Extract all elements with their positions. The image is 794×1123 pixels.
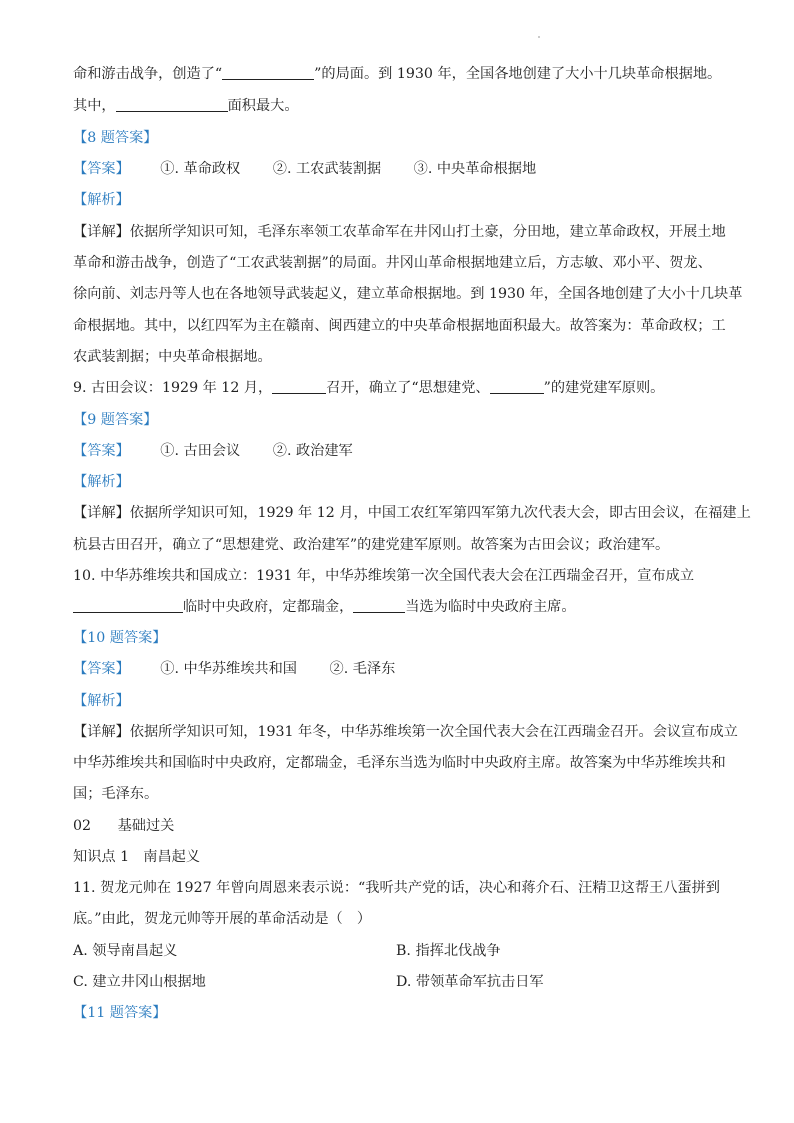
answer-label: 【答案】 [73,661,130,677]
section-number: 02 [73,818,92,834]
q11-option-d[interactable]: D. 带领革命军抗击日军 [396,974,544,990]
q10-detail-1: 【详解】依据所学知识可知，1931 年冬，中华苏维埃第一次全国代表大会在江西瑞金召开。会议宣布成立 [73,724,738,740]
q8-answer-header: 【8 题答案】 [73,130,158,146]
text: 当选为临时中央政府主席。 [405,599,576,615]
q9-detail-2: 杭县古田召开，确立了“思想建党、政治建军”的建党建军原则。故答案为古田会议；政治建军。 [73,537,670,553]
q9-question [73,378,734,398]
q11-option-c[interactable]: C. 建立井冈山根据地 [73,974,206,990]
q8-analysis-label: 【解析】 [73,192,130,208]
answer-label: 【答案】 [73,443,130,459]
scan-dot [538,36,540,38]
answer-label: 【答案】 [73,161,130,177]
q9-analysis-label: 【解析】 [73,474,130,490]
section-header [73,816,734,836]
q10-detail-3: 国；毛泽东。 [73,786,159,802]
q8-detail-5: 农武装割据；中央革命根据地。 [73,349,272,365]
q10-analysis-label: 【解析】 [73,693,130,709]
q8-line-2 [73,96,734,116]
q8-detail-3: 徐向前、刘志丹等人也在各地领导武装起义，建立革命根据地。到 1930 年，全国各地创建了大小十几块革 [73,286,743,302]
answer-option-1: ①. 中华苏维埃共和国 [160,661,297,677]
text: 其中， [73,98,116,114]
fill-blank [272,379,326,394]
text: 命和游击战争，创造了“ [73,66,223,82]
text: 面积最大。 [227,98,299,114]
q8-line-1 [73,64,734,84]
q10-detail-2: 中华苏维埃共和国临时中央政府，定都瑞金，毛泽东当选为临时中央政府主席。故答案为中华苏维埃共和 [73,755,726,771]
answer-option-1: ①. 革命政权 [160,161,241,177]
q11-option-b[interactable]: B. 指挥北伐战争 [396,943,501,959]
text: 临时中央政府，定都瑞金， [183,599,354,615]
q8-detail-4: 命根据地。其中，以红四军为主在赣南、闽西建立的中央革命根据地面积最大。故答案为：革命政权；工 [73,318,726,334]
q8-answer-row [73,159,734,179]
q10-answer-header: 【10 题答案】 [73,630,167,646]
fill-blank [353,598,405,613]
q10-answer-row [73,659,734,679]
q8-detail-1: 【详解】依据所学知识可知，毛泽东率领工农革命军在井冈山打土豪，分田地，建立革命政权，开展土地 [73,224,726,240]
section-title: 基础过关 [117,818,175,834]
fill-blank [222,65,314,80]
q11-question-1: 11. 贺龙元帅在 1927 年曾向周恩来表示说：“我听共产党的话，决心和蒋介石、汪精卫这帮王八蛋拼到 [73,880,720,896]
q10-question-2 [73,597,734,617]
q9-answer-row [73,441,734,461]
knowledge-point: 知识点 1 南昌起义 [73,849,201,865]
fill-blank [490,379,544,394]
q9-answer-header: 【9 题答案】 [73,412,158,428]
q10-question-1: 10. 中华苏维埃共和国成立：1931 年，中华苏维埃第一次全国代表大会在江西瑞金召开，宣布成立 [73,568,695,584]
fill-blank [73,598,183,613]
answer-option-3: ③. 中央革命根据地 [413,161,537,177]
q9-detail-1: 【详解】依据所学知识可知，1929 年 12 月，中国工农红军第四军第九次代表大会，即古田会议，在福建上 [73,505,751,521]
q11-question-2: 底。”由此，贺龙元帅等开展的革命活动是（ ） [73,911,372,927]
answer-option-2: ②. 毛泽东 [329,661,396,677]
text: ”的建党建军原则。 [543,380,665,396]
q8-detail-2: 革命和游击战争，创造了“工农武装割据”的局面。井冈山革命根据地建立后，方志敏、邓小平、贺龙、 [73,255,712,271]
fill-blank [116,97,228,112]
answer-option-2: ②. 政治建军 [272,443,353,459]
text: 召开，确立了“思想建党、 [326,380,490,396]
answer-option-1: ①. 古田会议 [160,443,241,459]
q11-answer-header: 【11 题答案】 [73,1005,167,1021]
text: ”的局面。到 1930 年，全国各地创建了大小十几块革命根据地。 [314,66,722,82]
answer-option-2: ②. 工农武装割据 [272,161,382,177]
text: 9. 古田会议：1929 年 12 月， [73,380,273,396]
q11-option-a[interactable]: A. 领导南昌起义 [73,943,178,959]
